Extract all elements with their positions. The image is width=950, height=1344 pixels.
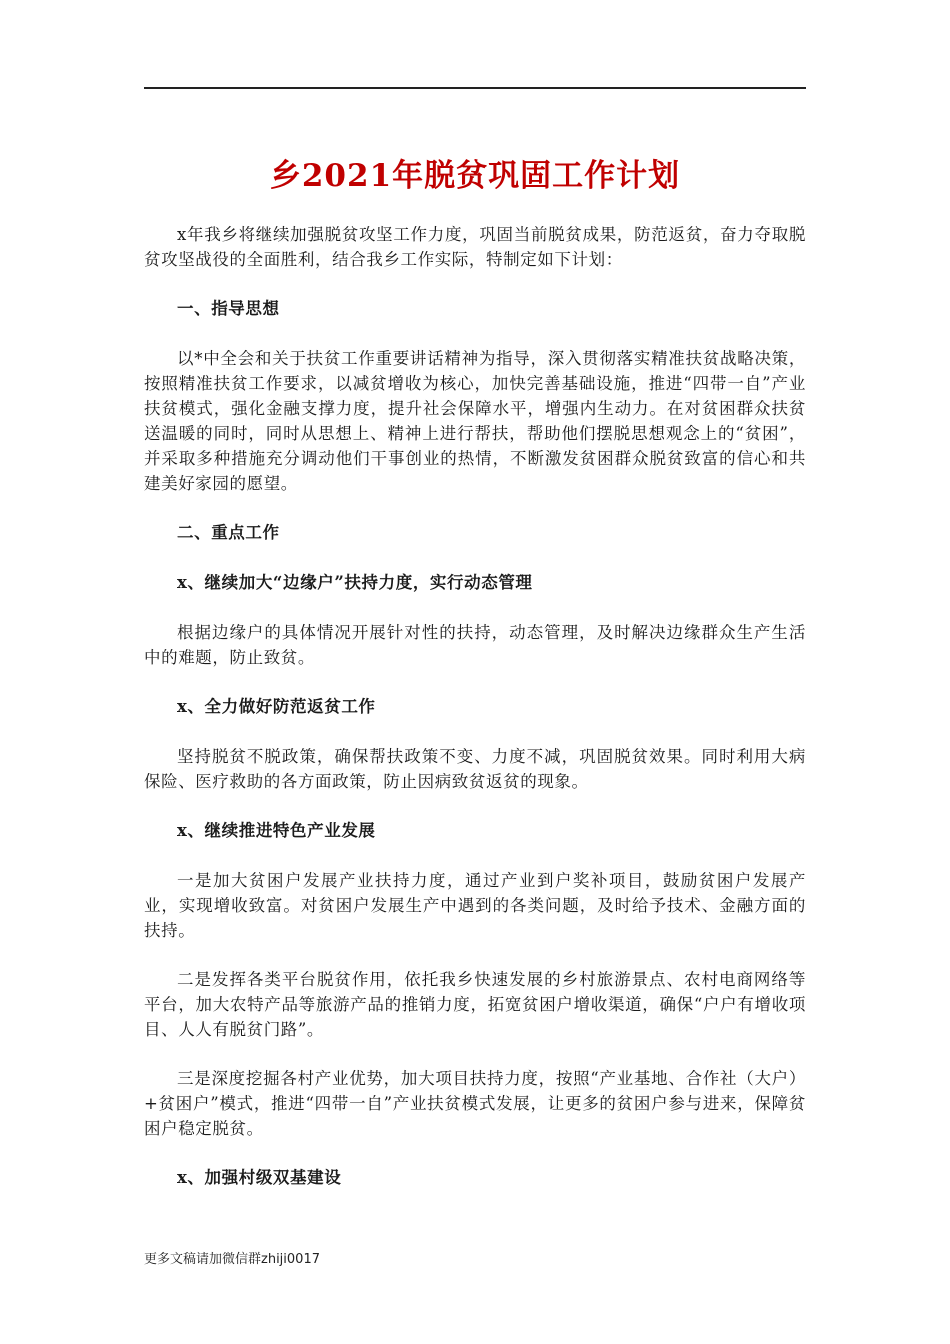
subheading-prevent-return-poverty: x、全力做好防范返贫工作	[177, 697, 376, 716]
prevent-return-poverty-paragraph: 坚持脱贫不脱政策，确保帮扶政策不变、力度不减，巩固脱贫效果。同时利用大病保险、医疗救助的各方面政策，防止因病致贫返贫的现象。	[144, 747, 806, 791]
intro-paragraph: x年我乡将继续加强脱贫攻坚工作力度，巩固当前脱贫成果，防范返贫，奋力夺取脱贫攻坚战役的全面胜利，结合我乡工作实际，特制定如下计划：	[144, 225, 806, 269]
industry-paragraph-1: 一是加大贫困户发展产业扶持力度，通过产业到户奖补项目，鼓励贫困户发展产业，实现增收致富。对贫困户发展生产中遇到的各类问题，及时给予技术、金融方面的扶持。	[144, 871, 806, 940]
section-heading-key-work: 二、重点工作	[177, 523, 280, 542]
subheading-village-construction: x、加强村级双基建设	[177, 1168, 342, 1187]
footer-note: 更多文稿请加微信群zhiji0017	[144, 1252, 320, 1267]
document-title: 乡2021年脱贫巩固工作计划	[269, 158, 681, 194]
industry-paragraph-2: 二是发挥各类平台脱贫作用，依托我乡快速发展的乡村旅游景点、农村电商网络等平台，加大农特产品等旅游产品的推销力度，拓宽贫困户增收渠道，确保“户户有增收项目、人人有脱贫门路”。	[144, 970, 806, 1039]
subheading-marginal-households: x、继续加大“边缘户”扶持力度，实行动态管理	[177, 573, 533, 592]
header-rule	[144, 87, 806, 89]
document-body	[144, 222, 806, 1215]
section-heading-guiding-ideology: 一、指导思想	[177, 299, 280, 318]
industry-paragraph-3: 三是深度挖掘各村产业优势，加大项目扶持力度，按照“产业基地、合作社（大户）+贫困户”模式，推进“四带一自”产业扶贫模式发展，让更多的贫困户参与进来，保障贫困户稳定脱贫。	[144, 1069, 806, 1138]
marginal-households-paragraph: 根据边缘户的具体情况开展针对性的扶持，动态管理，及时解决边缘群众生产生活中的难题，防止致贫。	[144, 623, 806, 667]
guiding-ideology-paragraph: 以*中全会和关于扶贫工作重要讲话精神为指导，深入贯彻落实精准扶贫战略决策，按照精准扶贫工作要求，以减贫增收为核心，加快完善基础设施，推进“四带一自”产业扶贫模式，强化金融支撑力度，提升社会保障水平，增强内生动力。在对贫困群众扶贫送温暖的同时，同时从思想上、精神上进行帮扶，帮助他们摆脱思想观念上的“贫困”，并采取多种措施充分调动他们干事创业的热情，不断激发贫困群众脱贫致富的信心和共建美好家园的愿望。	[144, 349, 806, 493]
subheading-industry-development: x、继续推进特色产业发展	[177, 821, 376, 840]
